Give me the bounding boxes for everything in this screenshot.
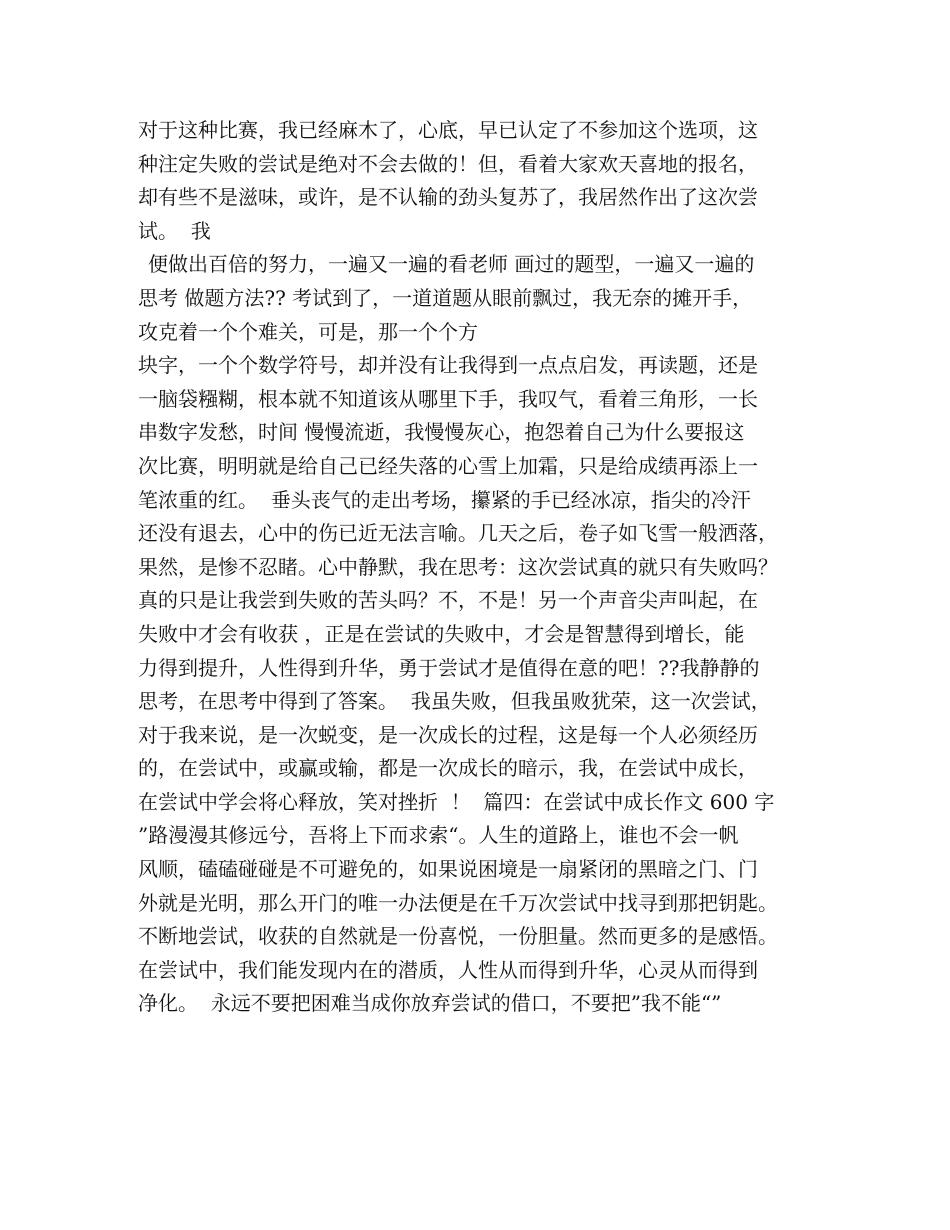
text-line: 在尝试中，我们能发现内在的潜质，人性从而得到升华，心灵从而得到: [138, 957, 758, 982]
text-line: 失败中才会有收获 ，正是在尝试的失败中，才会是智慧得到增长，能: [138, 621, 745, 646]
essay-text: [138, 114, 828, 1021]
text-line: ”路漫漫其修远兮，吾将上下而求索“。人生的道路上，谁也不会一帆: [138, 823, 739, 848]
text-line: 思考 做题方法?? 考试到了，一道道题从眼前飘过，我无奈的摊开手，: [138, 285, 753, 310]
text-line: 的，在尝试中，或赢或输，都是一次成长的暗示，我，在尝试中成长，: [138, 756, 758, 781]
text-line: 一脑袋糨糊，根本就不知道该从哪里下手，我叹气，看着三角形，一长: [138, 386, 758, 411]
text-line: 力得到提升，人性得到升华，勇于尝试才是值得在意的吧！??我静静的: [138, 655, 760, 680]
text-line: 对于我来说，是一次蜕变，是一次成长的过程，这是每一个人必须经历: [138, 722, 758, 747]
text-line: 还没有退去，心中的伤已近无法言喻。几天之后，卷子如飞雪一般洒落，: [138, 521, 778, 546]
text-line: 却有些不是滋味，或许，是不认输的劲头复苏了，我居然作出了这次尝: [138, 185, 758, 210]
text-line: 净化。 永远不要把困难当成你放弃尝试的借口，不要把”我不能“”: [138, 991, 722, 1016]
text-line: 思考，在思考中得到了答案。 我虽失败，但我虽败犹荣，这一次尝试，: [138, 689, 771, 714]
text-line: 外就是光明，那么开门的唯一办法便是在千万次尝试中找寻到那把钥匙。: [138, 890, 778, 915]
text-line: 在尝试中学会将心释放，笑对挫折 ！ 篇四：在尝试中成长作文 600 字: [138, 789, 775, 814]
text-line: 种注定失败的尝试是绝对不会去做的！但，看着大家欢天喜地的报名，: [138, 151, 758, 176]
text-line: 次比赛，明明就是给自己已经失落的心雪上加霜，只是给成绩再添上一: [138, 453, 758, 478]
text-line: 真的只是让我尝到失败的苦头吗？不，不是！另一个声音尖声叫起，在: [138, 588, 758, 613]
text-line: 风顺，磕磕碰碰是不可避免的，如果说困境是一扇紧闭的黑暗之门、门: [138, 857, 758, 882]
text-line: 串数字发愁，时间 慢慢流逝，我慢慢灰心，抱怨着自己为什么要报这: [138, 420, 745, 445]
text-line: 不断地尝试，收获的自然就是一份喜悦，一份胆量。然而更多的是感悟。: [138, 924, 778, 949]
text-line: 果然，是惨不忍睹。心中静默，我在思考：这次尝试真的就只有失败吗？: [138, 554, 778, 579]
text-line: 块字，一个个数学符号，却并没有让我得到一点点启发，再读题，还是: [138, 353, 758, 378]
text-line: 试。 我: [138, 218, 211, 243]
text-line: 笔浓重的红。 垂头丧气的走出考场，攥紧的手已经冰凉，指尖的冷汗: [138, 487, 751, 512]
text-line: 对于这种比赛，我已经麻木了，心底，早已认定了不参加这个选项，这: [138, 118, 758, 142]
text-line: 攻克着一个个难关，可是，那一个个方: [138, 319, 478, 344]
text-line: 便做出百倍的努力，一遍又一遍的看老师 画过的题型，一遍又一遍的: [148, 252, 755, 277]
